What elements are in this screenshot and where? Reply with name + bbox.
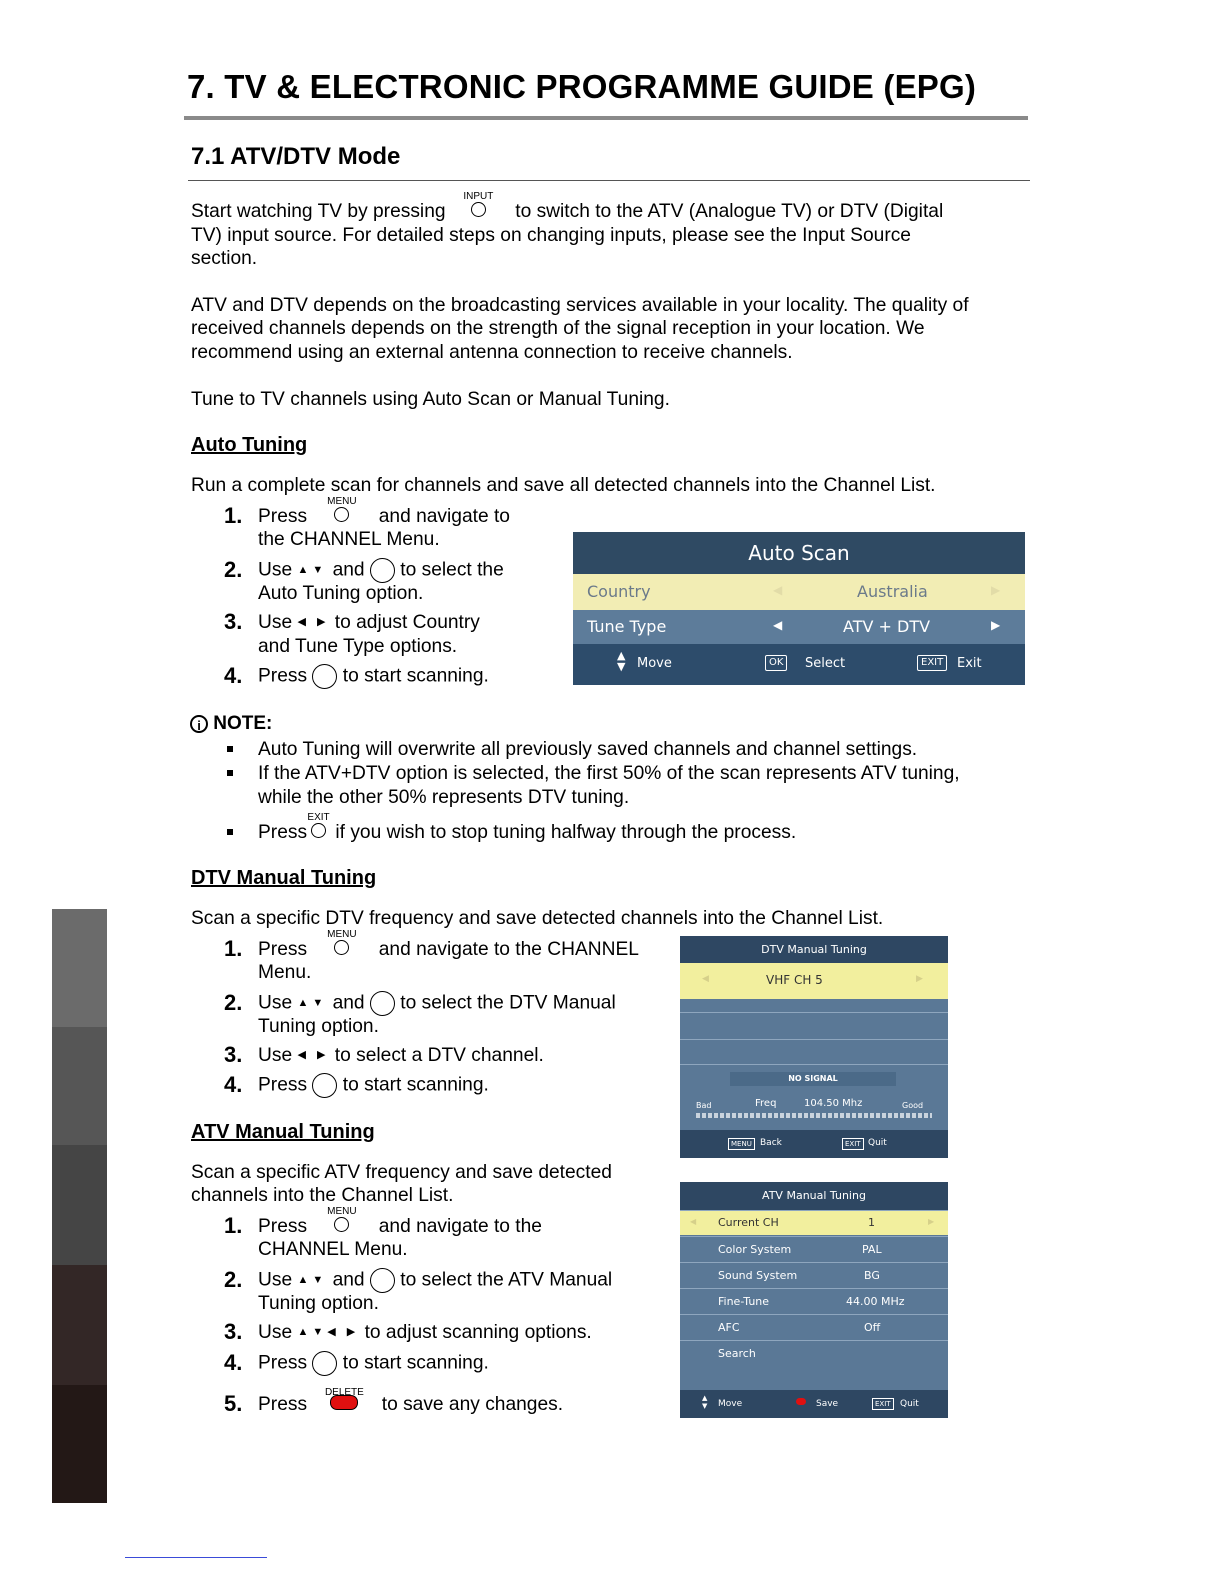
side-tab-5: [52, 1385, 107, 1503]
country-label: Country: [587, 582, 651, 601]
dtv-step2: [258, 991, 616, 1016]
up-down-arrows-icon: ▲▼: [297, 1273, 328, 1286]
dtv-step1-c: Menu.: [258, 962, 312, 983]
atv-step5-b: to save any changes.: [381, 1394, 564, 1415]
section-rule: [188, 180, 1030, 181]
atv-step3: [258, 1321, 592, 1345]
note-b3-b: if you wish to stop tuning halfway through the process.: [335, 822, 797, 843]
intro-line2: TV) input source. For detailed steps on changing inputs, please see the Input Source: [191, 225, 911, 246]
intro-p2-line1: ATV and DTV depends on the broadcasting services available in your locality. The quality of: [191, 295, 969, 316]
row-label: AFC: [718, 1321, 740, 1334]
atv-row-fine-tune[interactable]: [680, 1288, 948, 1313]
row-label: Search: [718, 1347, 756, 1360]
auto-step2: [258, 558, 504, 583]
atv-step1-b: and navigate to the: [378, 1216, 542, 1237]
divider: [680, 1039, 948, 1040]
atv-step2-b: and: [332, 1269, 365, 1291]
dtv-channel-row[interactable]: [680, 963, 948, 999]
atv-step1: [258, 1206, 542, 1239]
atv-step2-c: to select the ATV Manual: [400, 1269, 613, 1291]
atv-step2-num: 2.: [224, 1267, 243, 1292]
dtv-title: DTV Manual Tuning: [191, 867, 377, 889]
dtv-step4-b: to start scanning.: [342, 1074, 489, 1096]
auto-desc: Run a complete scan for channels and save all detected channels into the Channel List.: [191, 475, 936, 496]
menu-caption: MENU: [327, 929, 357, 941]
quit-label: Quit: [900, 1399, 919, 1409]
auto-step3-b: to adjust Country: [334, 612, 480, 633]
intro-line3: section.: [191, 248, 258, 269]
input-caption: INPUT: [463, 191, 494, 203]
exit-key-icon: EXIT: [842, 1138, 864, 1150]
dtv-screen-title: DTV Manual Tuning: [680, 936, 948, 963]
right-arrow-icon: ▶: [916, 974, 923, 984]
intro-text-b: to switch to the ATV (Analogue TV) or DTV (Digital: [515, 201, 944, 222]
exit-caption: EXIT: [307, 812, 330, 824]
atv-row-afc[interactable]: [680, 1314, 948, 1339]
auto-step4-b: to start scanning.: [342, 665, 489, 687]
atv-step1-c: CHANNEL Menu.: [258, 1239, 408, 1260]
exit-key-icon: EXIT: [917, 655, 947, 671]
dtv-step4-a: Press: [258, 1074, 308, 1096]
save-label: Save: [816, 1399, 839, 1409]
tune-type-value: ATV + DTV: [843, 617, 931, 636]
freq-value: 104.50 Mhz: [804, 1098, 863, 1109]
divider: [680, 1064, 948, 1065]
left-arrow-icon: ◀: [773, 583, 783, 597]
atv-row-search[interactable]: [680, 1340, 948, 1365]
left-arrow-icon: ◀: [773, 618, 783, 632]
atv-step1-num: 1.: [224, 1213, 243, 1238]
info-icon: i: [190, 715, 208, 733]
left-arrow-icon: ◀: [690, 1217, 697, 1226]
row-label: Current CH: [718, 1216, 779, 1229]
bad-label: Bad: [696, 1101, 712, 1110]
select-label: Select: [805, 656, 846, 671]
atv-step1-a: Press: [258, 1216, 308, 1237]
dtv-step2-num: 2.: [224, 990, 243, 1015]
signal-meter: [696, 1113, 932, 1118]
atv-step2-a: Use: [258, 1269, 293, 1291]
auto-step2-d: Auto Tuning option.: [258, 583, 424, 604]
right-arrow-icon: ▶: [928, 1217, 935, 1226]
dtv-step2-a: Use: [258, 992, 293, 1014]
footer-link-line: [125, 1557, 267, 1558]
auto-step1: [258, 496, 510, 529]
note-title: NOTE:: [213, 713, 273, 734]
atv-step4-num: 4.: [224, 1350, 243, 1375]
row-value: Off: [864, 1321, 881, 1334]
divider: [680, 1012, 948, 1013]
side-tab-3: [52, 1145, 107, 1265]
intro-line1: [191, 191, 944, 224]
move-icon: ▲ ▼: [617, 649, 626, 673]
dtv-step2-d: Tuning option.: [258, 1016, 379, 1037]
dtv-step1-a: Press: [258, 939, 308, 960]
atv-screen-footer: [680, 1390, 948, 1418]
direction-arrows-icon: ▲▼◀ ▶: [297, 1326, 360, 1339]
auto-scan-title: Auto Scan: [573, 532, 1025, 574]
exit-key-icon: EXIT: [872, 1398, 894, 1410]
note-bullet3: [258, 812, 797, 845]
atv-row-current-ch[interactable]: [680, 1210, 948, 1235]
ok-button-icon: [370, 1268, 395, 1293]
menu-caption: MENU: [327, 496, 357, 508]
tune-type-label: Tune Type: [587, 617, 667, 636]
dtv-channel-value: VHF CH 5: [766, 973, 823, 987]
left-arrow-icon: ◀: [702, 974, 709, 984]
note-bullet2-a: If the ATV+DTV option is selected, the first 50% of the scan represents ATV tuning,: [258, 763, 960, 784]
row-label: Sound System: [718, 1269, 798, 1282]
dtv-step1-num: 1.: [224, 936, 243, 961]
bullet: [227, 746, 233, 752]
exit-button-icon: [307, 812, 330, 845]
auto-step2-b: and: [332, 559, 365, 581]
intro-p2-line3: recommend using an external antenna connection to receive channels.: [191, 342, 793, 363]
ok-button-icon: [312, 1073, 337, 1098]
move-label: Move: [718, 1399, 743, 1409]
back-label: Back: [760, 1138, 782, 1148]
section-heading: 7.1 ATV/DTV Mode: [191, 143, 401, 170]
dtv-step4: [258, 1073, 489, 1098]
menu-button-icon: [327, 1206, 357, 1239]
left-right-arrows-icon: ◀ ▶: [297, 616, 330, 629]
auto-step1-a: Press: [258, 506, 308, 527]
left-right-arrows-icon: ◀ ▶: [297, 1049, 330, 1062]
dtv-step2-c: to select the DTV Manual: [400, 992, 616, 1014]
quit-label: Quit: [868, 1138, 887, 1148]
auto-step4-num: 4.: [224, 663, 243, 688]
side-tab-2: [52, 1027, 107, 1145]
right-arrow-icon: ▶: [991, 583, 1001, 597]
right-arrow-icon: ▶: [991, 618, 1001, 632]
chapter-heading: 7. TV & ELECTRONIC PROGRAMME GUIDE (EPG): [187, 68, 977, 105]
dtv-step3: [258, 1044, 544, 1068]
auto-step4-a: Press: [258, 665, 308, 687]
auto-step3-c: and Tune Type options.: [258, 636, 458, 657]
auto-step4: [258, 664, 489, 689]
country-value: Australia: [857, 582, 928, 601]
bullet: [227, 770, 233, 776]
move-label: Move: [637, 656, 672, 671]
side-tab-1: [52, 909, 107, 1027]
freq-label: Freq: [755, 1098, 777, 1109]
atv-step3-num: 3.: [224, 1319, 243, 1344]
auto-step2-num: 2.: [224, 557, 243, 582]
bullet: [227, 829, 233, 835]
good-label: Good: [902, 1101, 924, 1110]
delete-button-icon: [324, 1387, 364, 1417]
row-label: Color System: [718, 1243, 792, 1256]
dtv-desc: Scan a specific DTV frequency and save detected channels into the Channel List.: [191, 908, 884, 929]
auto-scan-footer: [573, 644, 1025, 685]
ok-key-icon: OK: [765, 655, 787, 671]
no-signal-bar: NO SIGNAL: [730, 1072, 896, 1086]
input-button-icon: [463, 191, 494, 224]
atv-step4: [258, 1351, 489, 1376]
atv-step2: [258, 1268, 612, 1293]
dtv-step4-num: 4.: [224, 1072, 243, 1097]
intro-p3: Tune to TV channels using Auto Scan or Manual Tuning.: [191, 389, 670, 410]
dtv-step3-a: Use: [258, 1045, 293, 1066]
dtv-screen-footer: [680, 1130, 948, 1158]
dtv-step3-num: 3.: [224, 1042, 243, 1067]
note-bullet1: Auto Tuning will overwrite all previously saved channels and channel settings.: [258, 739, 918, 760]
auto-step3-a: Use: [258, 612, 293, 633]
menu-button-icon: [327, 496, 357, 529]
ok-button-icon: [370, 991, 395, 1016]
note-heading: [190, 713, 272, 735]
row-value: 1: [868, 1216, 875, 1229]
ok-button-icon: [312, 1351, 337, 1376]
atv-manual-screen: [680, 1182, 948, 1418]
atv-step3-a: Use: [258, 1322, 293, 1343]
intro-text-a: Start watching TV by pressing: [191, 201, 446, 222]
dtv-step3-b: to select a DTV channel.: [334, 1045, 544, 1066]
atv-step4-a: Press: [258, 1352, 308, 1374]
dtv-step1-b: and navigate to the CHANNEL: [378, 939, 639, 960]
heading-rule: [184, 116, 1028, 120]
auto-step1-num: 1.: [224, 503, 243, 528]
row-value: 44.00 MHz: [846, 1295, 905, 1308]
auto-step3: [258, 611, 480, 635]
dtv-step2-b: and: [332, 992, 365, 1014]
ok-button-icon: [370, 558, 395, 583]
menu-caption: MENU: [327, 1206, 357, 1218]
atv-step3-b: to adjust scanning options.: [364, 1322, 592, 1343]
up-down-arrows-icon: ▲▼: [297, 563, 328, 576]
note-b3-a: Press: [258, 822, 308, 843]
up-down-arrows-icon: ▲▼: [297, 996, 328, 1009]
row-value: BG: [864, 1269, 880, 1282]
atv-screen-title: ATV Manual Tuning: [680, 1182, 948, 1210]
auto-step1-b: and navigate to: [378, 506, 510, 527]
atv-title: ATV Manual Tuning: [191, 1121, 375, 1143]
auto-step2-c: to select the: [400, 559, 504, 581]
intro-p2-line2: received channels depends on the strength of the signal reception in your location. We: [191, 318, 925, 339]
auto-step1-c: the CHANNEL Menu.: [258, 529, 440, 550]
atv-row-color-system[interactable]: [680, 1236, 948, 1261]
atv-step4-b: to start scanning.: [342, 1352, 489, 1374]
menu-key-icon: MENU: [728, 1138, 755, 1150]
dtv-manual-screen: [680, 936, 948, 1158]
auto-tuning-title: Auto Tuning: [191, 434, 308, 456]
tune-type-row[interactable]: [573, 610, 1025, 644]
auto-scan-screen: [573, 532, 1025, 685]
row-label: Fine-Tune: [718, 1295, 770, 1308]
dtv-step1: [258, 929, 639, 962]
side-tab-4: [52, 1265, 107, 1385]
atv-desc1: Scan a specific ATV frequency and save detected: [191, 1162, 612, 1183]
delete-caption: DELETE: [324, 1387, 364, 1399]
row-value: PAL: [862, 1243, 882, 1256]
atv-step5: [258, 1387, 564, 1417]
auto-step3-num: 3.: [224, 609, 243, 634]
country-row[interactable]: [573, 574, 1025, 610]
exit-label: Exit: [957, 656, 982, 671]
ok-button-icon: [312, 664, 337, 689]
note-bullet2-b: while the other 50% represents DTV tuning.: [258, 787, 630, 808]
move-icon: ▲ ▼: [702, 1394, 708, 1410]
auto-step2-a: Use: [258, 559, 293, 581]
atv-step5-a: Press: [258, 1394, 308, 1415]
red-key-icon: [796, 1398, 806, 1405]
menu-button-icon: [327, 929, 357, 962]
atv-row-sound-system[interactable]: [680, 1262, 948, 1287]
atv-step2-d: Tuning option.: [258, 1293, 379, 1314]
atv-desc2: channels into the Channel List.: [191, 1185, 454, 1206]
atv-step5-num: 5.: [224, 1391, 243, 1416]
